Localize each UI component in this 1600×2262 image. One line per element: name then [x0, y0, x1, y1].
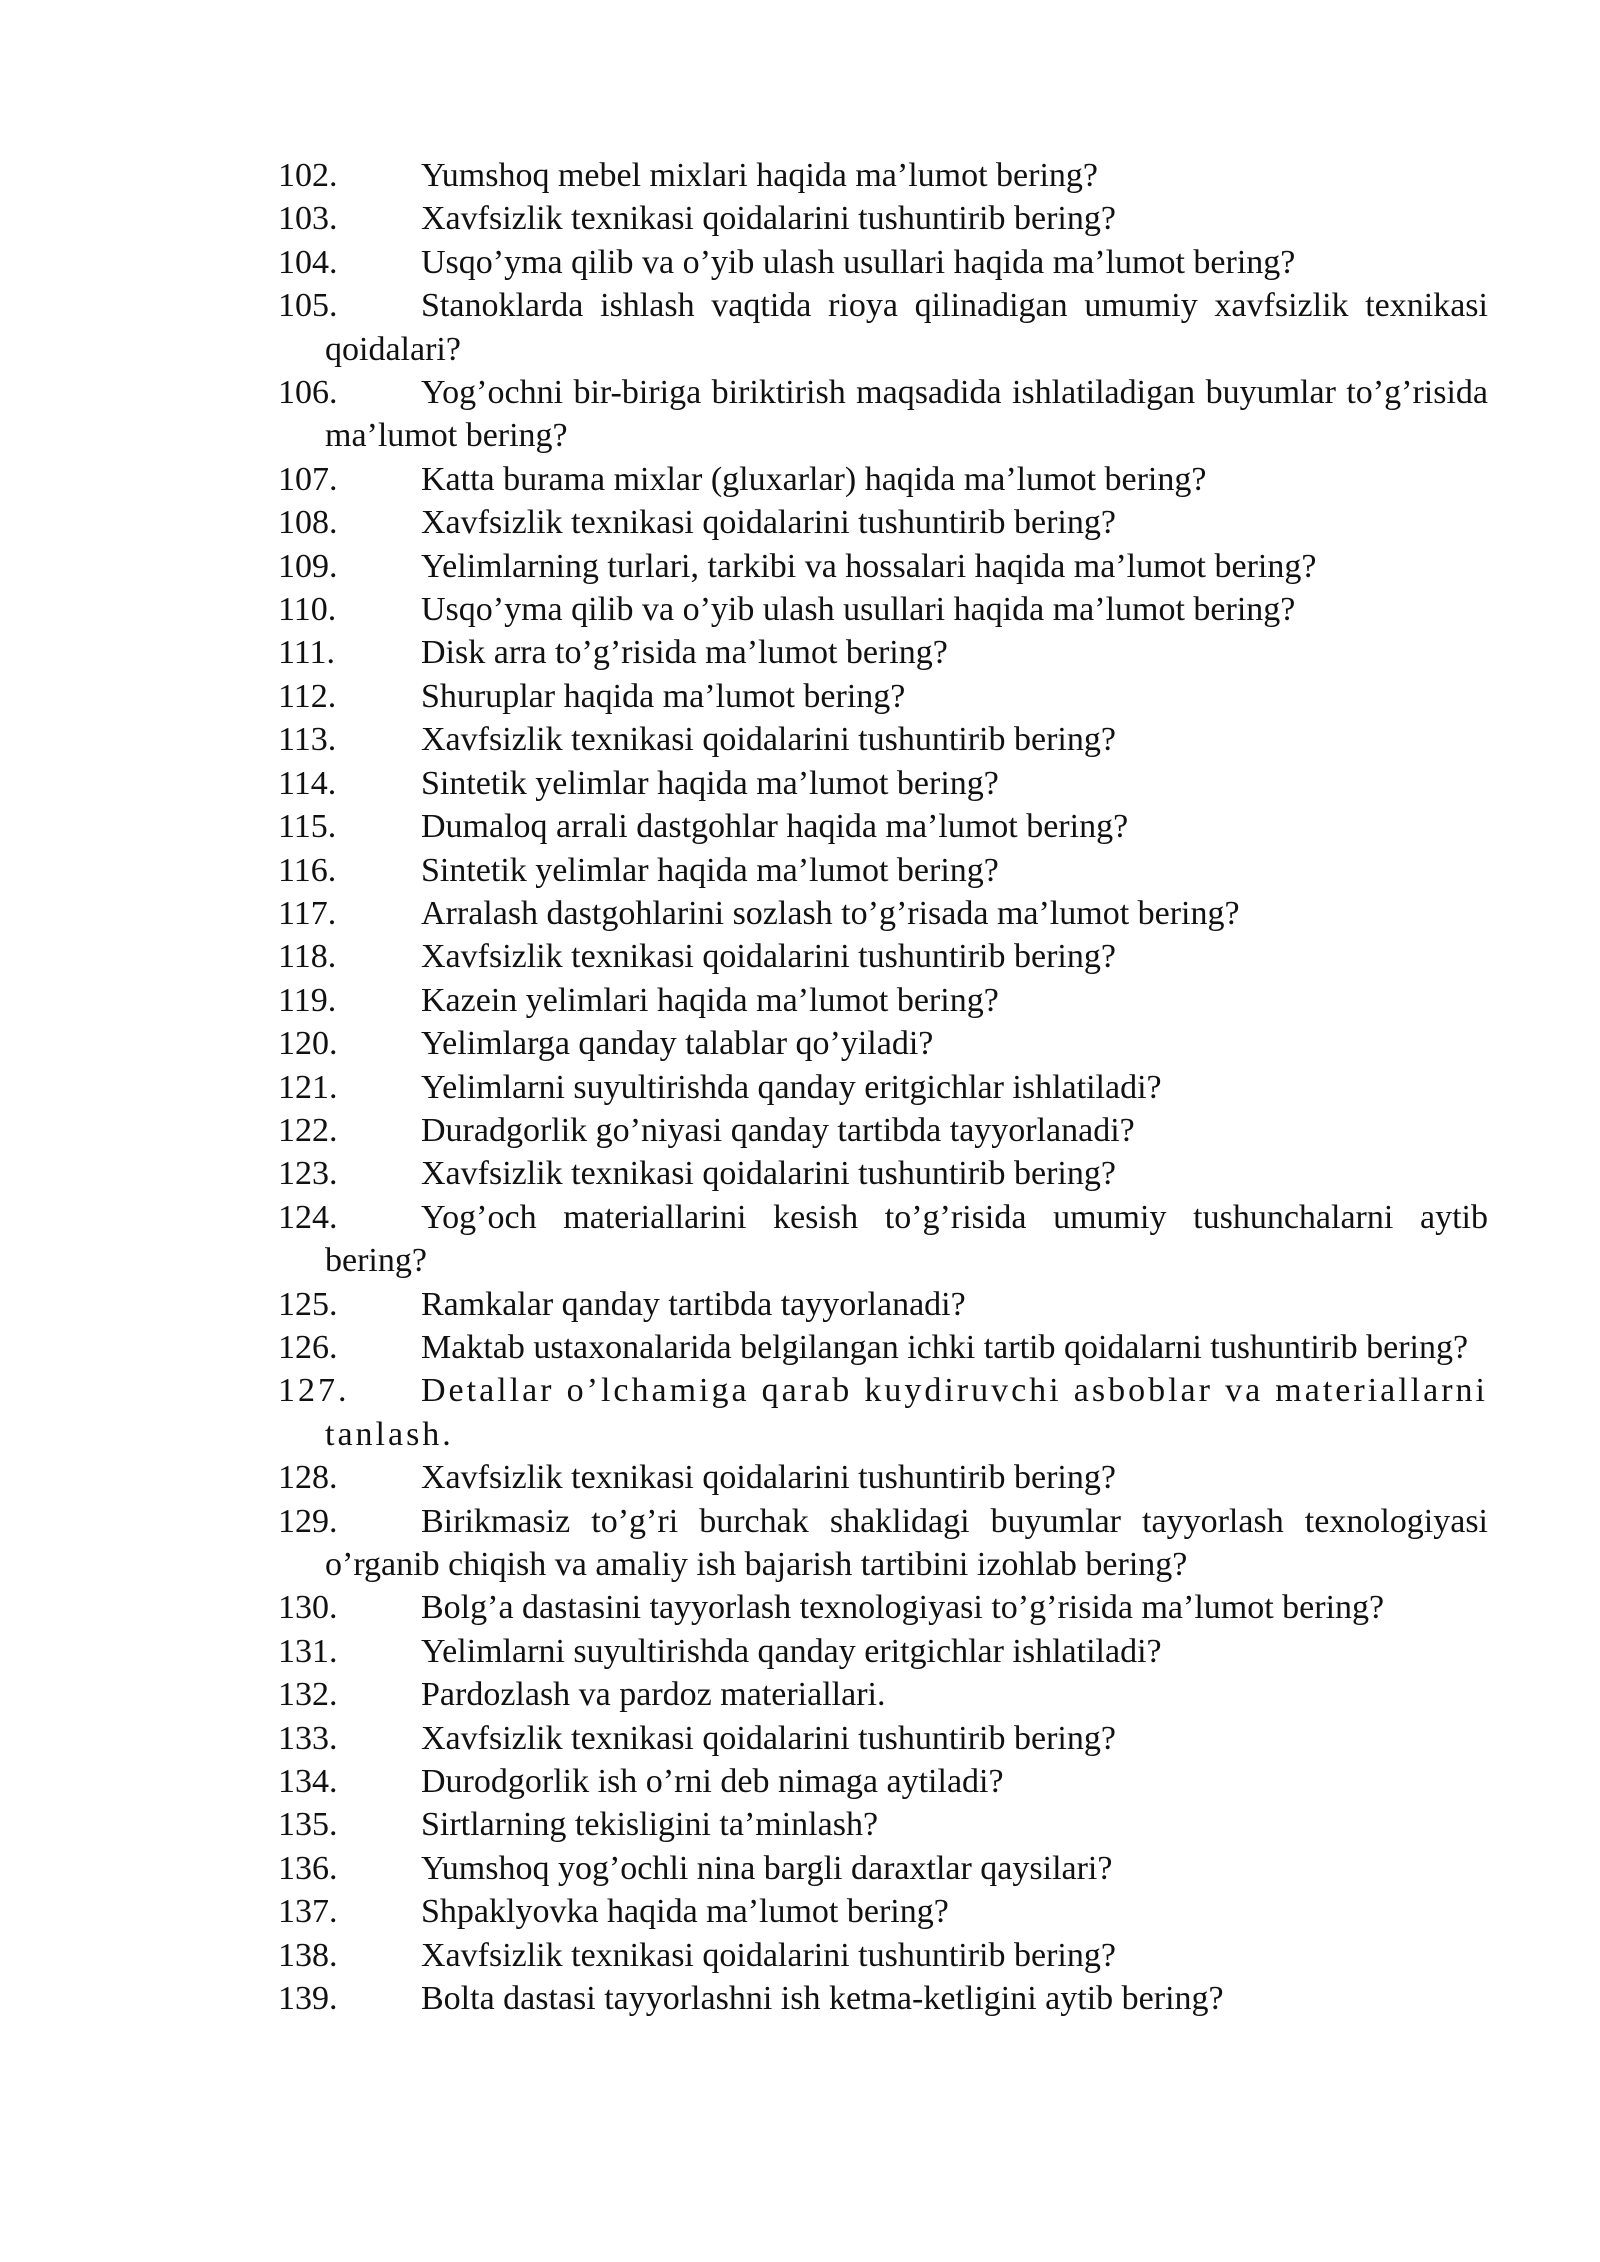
question-text: Yelimlarning turlari, tarkibi va hossalari haqida ma’lumot bering?	[421, 547, 1317, 585]
question-number: 123.	[278, 1155, 338, 1193]
question-text: Yog’och materiallarini kesish to’g’risida umumiy tushunchalarni aytib bering?	[325, 1198, 1488, 1280]
question-number: 113.	[278, 721, 337, 759]
question-item	[278, 892, 1488, 935]
question-number: 111.	[278, 634, 335, 672]
question-item	[278, 588, 1488, 631]
question-item	[278, 1109, 1488, 1152]
question-text: Usqo’yma qilib va o’yib ulash usullari haqida ma’lumot bering?	[421, 243, 1296, 281]
question-item	[278, 1456, 1488, 1499]
question-text: Duradgorlik go’niyasi qanday tartibda tayyorlanadi?	[421, 1111, 1135, 1149]
question-number: 107.	[278, 460, 338, 498]
question-number: 131.	[278, 1632, 338, 1670]
question-text: Xavfsizlik texnikasi qoidalarini tushuntirib bering?	[421, 721, 1116, 759]
question-text: Ramkalar qanday tartibda tayyorlanadi?	[421, 1285, 966, 1323]
question-number: 126.	[278, 1328, 338, 1366]
question-number: 117.	[278, 894, 337, 932]
question-number: 114.	[278, 764, 337, 802]
question-text: Yog’ochni bir-biriga biriktirish maqsadida ishlatiladigan buyumlar to’g’risida ma’lumot bering?	[325, 374, 1488, 455]
question-text: Yelimlarni suyultirishda qanday eritgichlar ishlatiladi?	[421, 1068, 1162, 1106]
question-text: Katta burama mixlar (gluxarlar) haqida ma’lumot bering?	[421, 460, 1207, 498]
question-number: 133.	[278, 1719, 338, 1757]
question-number: 119.	[278, 981, 337, 1019]
question-number: 130.	[278, 1589, 338, 1627]
question-item	[278, 1760, 1488, 1803]
question-item	[278, 805, 1488, 848]
question-item	[278, 1196, 1488, 1283]
document-page	[278, 0, 1488, 2020]
question-number: 109.	[278, 547, 338, 585]
question-item	[278, 979, 1488, 1022]
question-text: Xavfsizlik texnikasi qoidalarini tushuntirib bering?	[421, 1155, 1116, 1193]
question-text: Durodgorlik ish o’rni deb nimaga aytiladi?	[421, 1763, 1004, 1801]
question-text: Shpaklyovka haqida ma’lumot bering?	[421, 1893, 949, 1931]
question-item	[278, 1283, 1488, 1326]
question-item	[278, 1066, 1488, 1109]
question-text: Maktab ustaxonalarida belgilangan ichki tartib qoidalarni tushuntirib bering?	[421, 1328, 1469, 1366]
question-text: Xavfsizlik texnikasi qoidalarini tushuntirib bering?	[421, 1719, 1116, 1757]
question-item	[278, 1890, 1488, 1933]
question-text: Kazein yelimlari haqida ma’lumot bering?	[421, 981, 999, 1019]
question-number: 116.	[278, 851, 337, 889]
question-number: 106.	[278, 374, 338, 412]
question-item	[278, 458, 1488, 501]
question-text: Yelimlarga qanday talablar qo’yiladi?	[421, 1025, 934, 1063]
question-item	[278, 1586, 1488, 1629]
question-text: Stanoklarda ishlash vaqtida rioya qilinadigan umumiy xavfsizlik texnikasi qoidalari?	[325, 287, 1488, 368]
question-number: 137.	[278, 1893, 338, 1931]
question-item	[278, 1022, 1488, 1065]
question-text: Yumshoq mebel mixlari haqida ma’lumot bering?	[421, 157, 1099, 194]
question-item	[278, 154, 1488, 197]
question-number: 122.	[278, 1111, 338, 1149]
question-item	[278, 1152, 1488, 1195]
question-number: 102.	[278, 157, 338, 194]
question-number: 132.	[278, 1676, 338, 1714]
question-text: Xavfsizlik texnikasi qoidalarini tushuntirib bering?	[421, 938, 1116, 976]
question-number: 124.	[278, 1198, 338, 1236]
question-number: 136.	[278, 1849, 338, 1887]
question-number: 105.	[278, 287, 338, 325]
question-number: 110.	[278, 591, 337, 629]
question-text: Disk arra to’g’risida ma’lumot bering?	[421, 634, 948, 672]
question-number: 138.	[278, 1936, 338, 1974]
question-number: 108.	[278, 504, 338, 542]
question-item	[278, 197, 1488, 240]
question-number: 120.	[278, 1025, 338, 1063]
question-text: Xavfsizlik texnikasi qoidalarini tushuntirib bering?	[421, 1459, 1116, 1497]
question-item	[278, 1630, 1488, 1673]
question-item	[278, 241, 1488, 284]
question-number: 121.	[278, 1068, 338, 1106]
question-text: Bolg’a dastasini tayyorlash texnologiyasi to’g’risida ma’lumot bering?	[421, 1589, 1385, 1627]
question-text: Xavfsizlik texnikasi qoidalarini tushuntirib bering?	[421, 1936, 1116, 1974]
question-item	[278, 935, 1488, 978]
question-text: Yelimlarni suyultirishda qanday eritgichlar ishlatiladi?	[421, 1632, 1162, 1670]
question-item	[278, 1977, 1488, 2020]
question-text: Arralash dastgohlarini sozlash to’g’risada ma’lumot bering?	[421, 894, 1240, 932]
question-text: Usqo’yma qilib va o’yib ulash usullari haqida ma’lumot bering?	[421, 591, 1296, 629]
question-item	[278, 1847, 1488, 1890]
question-text: Yumshoq yog’ochli nina bargli daraxtlar qaysilari?	[421, 1849, 1113, 1887]
question-item	[278, 1326, 1488, 1369]
question-number: 118.	[278, 938, 337, 976]
question-number: 129.	[278, 1502, 338, 1540]
question-item	[278, 284, 1488, 371]
question-item	[278, 1369, 1488, 1456]
question-list	[278, 0, 1488, 2020]
question-item	[278, 849, 1488, 892]
question-item	[278, 501, 1488, 544]
question-text: Pardozlash va pardoz materiallari.	[421, 1676, 886, 1714]
question-item	[278, 545, 1488, 588]
question-item	[278, 1934, 1488, 1977]
question-item	[278, 371, 1488, 458]
question-number: 104.	[278, 243, 338, 281]
question-number: 135.	[278, 1806, 338, 1844]
question-number: 134.	[278, 1763, 338, 1801]
question-text: Birikmasiz to’g’ri burchak shaklidagi buyumlar tayyorlash texnologiyasi o’rganib chiqish va amaliy ish bajarish tartibini izohlab bering?	[325, 1502, 1488, 1583]
question-text: Dumaloq arrali dastgohlar haqida ma’lumot bering?	[421, 808, 1129, 846]
question-number: 128.	[278, 1459, 338, 1497]
question-text: Detallar o’lchamiga qarab kuydiruvchi asboblar va materiallarni tanlash.	[325, 1372, 1488, 1453]
question-number: 139.	[278, 1980, 338, 2018]
question-text: Shuruplar haqida ma’lumot bering?	[421, 677, 906, 715]
question-item	[278, 1717, 1488, 1760]
question-item	[278, 631, 1488, 674]
question-item	[278, 718, 1488, 761]
question-text: Xavfsizlik texnikasi qoidalarini tushuntirib bering?	[421, 504, 1116, 542]
question-text: Sirtlarning tekisligini ta’minlash?	[421, 1806, 879, 1844]
question-text: Bolta dastasi tayyorlashni ish ketma-ketligini aytib bering?	[421, 1980, 1224, 2018]
question-number: 125.	[278, 1285, 338, 1323]
question-item	[278, 1500, 1488, 1587]
question-text: Sintetik yelimlar haqida ma’lumot bering?	[421, 764, 999, 802]
question-text: Sintetik yelimlar haqida ma’lumot bering?	[421, 851, 999, 889]
question-item	[278, 762, 1488, 805]
question-item	[278, 675, 1488, 718]
question-number: 103.	[278, 200, 338, 238]
question-number: 115.	[278, 808, 337, 846]
question-number: 127.	[278, 1372, 350, 1410]
question-text: Xavfsizlik texnikasi qoidalarini tushuntirib bering?	[421, 200, 1116, 238]
question-number: 112.	[278, 677, 337, 715]
question-item	[278, 1803, 1488, 1846]
question-item	[278, 1673, 1488, 1716]
